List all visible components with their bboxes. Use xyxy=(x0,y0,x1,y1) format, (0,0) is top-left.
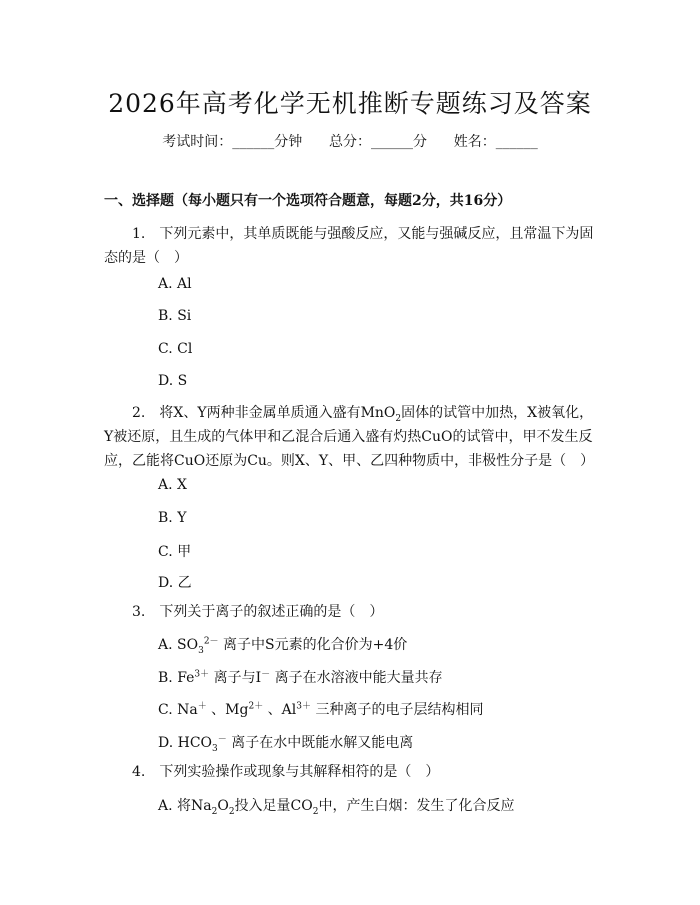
question-1-option-c: C. Cl xyxy=(158,341,193,357)
question-3-option-c: C. Na＋ 、$Mg^{2+}$ 、$Al^{3+}$ 三种离子的电子层结构相同 xyxy=(158,701,484,718)
page-title: 2026年高考化学无机推断专题练习及答案 xyxy=(108,89,592,118)
question-3-option-a: A. $SO_3^{2-}$ 离子中S元素的化合价为+4价 xyxy=(158,636,408,656)
question-1-stem: 1. 下列元素中，其单质既能与强酸反应，又能与强碱反应，且常温下为固态的是（ ） xyxy=(104,226,594,266)
question-2-option-b: B. Y xyxy=(158,510,187,526)
question-2-option-d: D. 乙 xyxy=(158,575,192,591)
question-2-option-c: C. 甲 xyxy=(158,544,192,560)
question-1-option-d: D. S xyxy=(158,373,188,389)
question-2-option-a: A. X xyxy=(158,477,187,493)
question-4-option-a: A. 将$Na_2O_2$投入足量$CO_2$中，产生白烟：发生了化合反应 xyxy=(158,798,515,817)
exam-info-line: 考试时间：______分钟 总分：______分 姓名：______ xyxy=(162,134,538,150)
question-3-option-b: B. $Fe^{3+}$ 离子与I－ 离子在水溶液中能大量共存 xyxy=(158,669,443,686)
question-1-option-b: B. Si xyxy=(158,308,192,324)
question-3-stem: 3. 下列关于离子的叙述正确的是（ ） xyxy=(132,604,384,620)
question-4-stem: 4. 下列实验操作或现象与其解释相符的是（ ） xyxy=(132,764,440,780)
question-1-option-a: A. Al xyxy=(158,276,192,292)
section-heading: 一、选择题（每小题只有一个选项符合题意，每题2分，共16分） xyxy=(104,193,512,209)
question-2-stem: 2. 将X、Y两种非金属单质通入盛有MnO$_2$固体的试管中加热，X被氧化，Y被还原，且生成的气体甲和乙混合后通入盛有灼热CuO的试管中，甲不发生反应，乙能将CuO还原为Cu。则X、Y、甲、乙四种物质中，非极性分子是（ ） xyxy=(104,405,595,469)
question-3-option-d: D. $HCO_3^-$ 离子在水中既能水解又能电离 xyxy=(158,734,414,754)
